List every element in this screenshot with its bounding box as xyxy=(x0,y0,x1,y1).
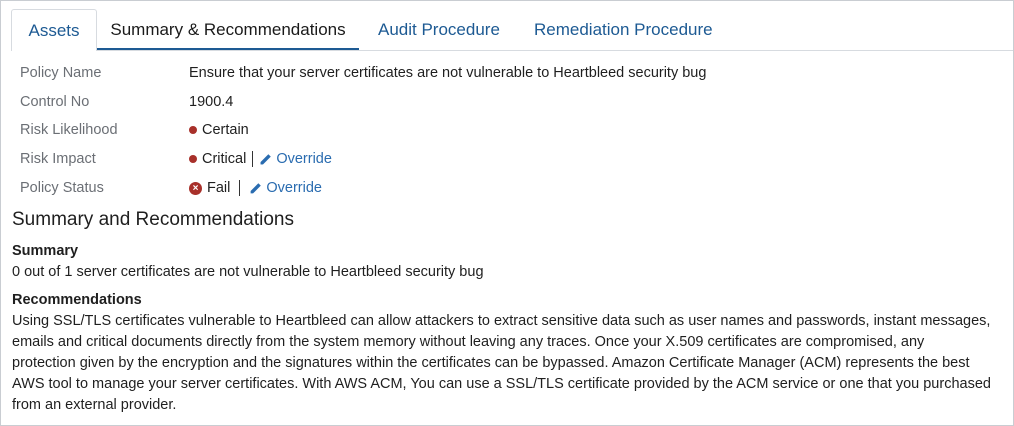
separator xyxy=(252,151,253,167)
override-label: Override xyxy=(276,151,332,167)
control-no-label: Control No xyxy=(20,94,90,110)
pencil-icon xyxy=(249,182,262,195)
pencil-icon xyxy=(259,153,272,166)
recommendations-line: protection given by the encryption and the signatures within the certificates can be bypassed. Amazon Certificate Manager (ACM) represents the best xyxy=(12,355,970,371)
risk-impact-label: Risk Impact xyxy=(20,151,96,167)
tab-summary-recommendations[interactable]: Summary & Recommendations xyxy=(97,9,359,50)
tab-audit-procedure[interactable]: Audit Procedure xyxy=(378,20,500,39)
control-no-value: 1900.4 xyxy=(189,94,234,110)
policy-status-label: Policy Status xyxy=(20,180,104,196)
risk-likelihood-value xyxy=(189,120,249,140)
recommendations-line: AWS tool to manage your server certificates. With AWS ACM, You can use a SSL/TLS certificate provided by the ACM service or one that you purchased xyxy=(12,376,991,392)
tab-assets[interactable]: Assets xyxy=(11,9,97,51)
recommendations-line: from an external provider. xyxy=(12,397,177,413)
separator xyxy=(239,180,240,196)
policy-name-label: Policy Name xyxy=(20,65,102,81)
tab-remediation-procedure[interactable]: Remediation Procedure xyxy=(534,20,713,39)
recommendations-line: Using SSL/TLS certificates vulnerable to Heartbleed can allow attackers to extract sensitive data such as user names and passwords, instant messages, xyxy=(12,313,991,329)
policy-status-value xyxy=(189,178,322,198)
override-label: Override xyxy=(266,180,322,196)
risk-impact-override-link[interactable] xyxy=(259,149,332,169)
risk-likelihood-label: Risk Likelihood xyxy=(20,122,118,138)
summary-heading: Summary xyxy=(12,243,79,259)
recommendations-text xyxy=(12,311,991,416)
recommendations-line: emails and critical documents directly from the system memory without leaving any traces. Once your X.509 certificates are compromised, any xyxy=(12,334,925,350)
tab-bar xyxy=(11,9,1013,51)
x-circle-icon: × xyxy=(189,182,202,195)
section-title: Summary and Recommendations xyxy=(12,209,294,230)
policy-name-value: Ensure that your server certificates are not vulnerable to Heartbleed security bug xyxy=(189,65,707,81)
dot-icon xyxy=(189,155,197,163)
risk-likelihood-text: Certain xyxy=(202,122,249,138)
risk-impact-value xyxy=(189,149,332,169)
summary-text: 0 out of 1 server certificates are not vulnerable to Heartbleed security bug xyxy=(12,264,484,280)
risk-impact-text: Critical xyxy=(202,151,247,167)
recommendations-heading: Recommendations xyxy=(12,292,142,308)
dot-icon xyxy=(189,126,197,134)
policy-status-override-link[interactable] xyxy=(249,178,322,198)
policy-status-text: Fail xyxy=(207,180,231,196)
